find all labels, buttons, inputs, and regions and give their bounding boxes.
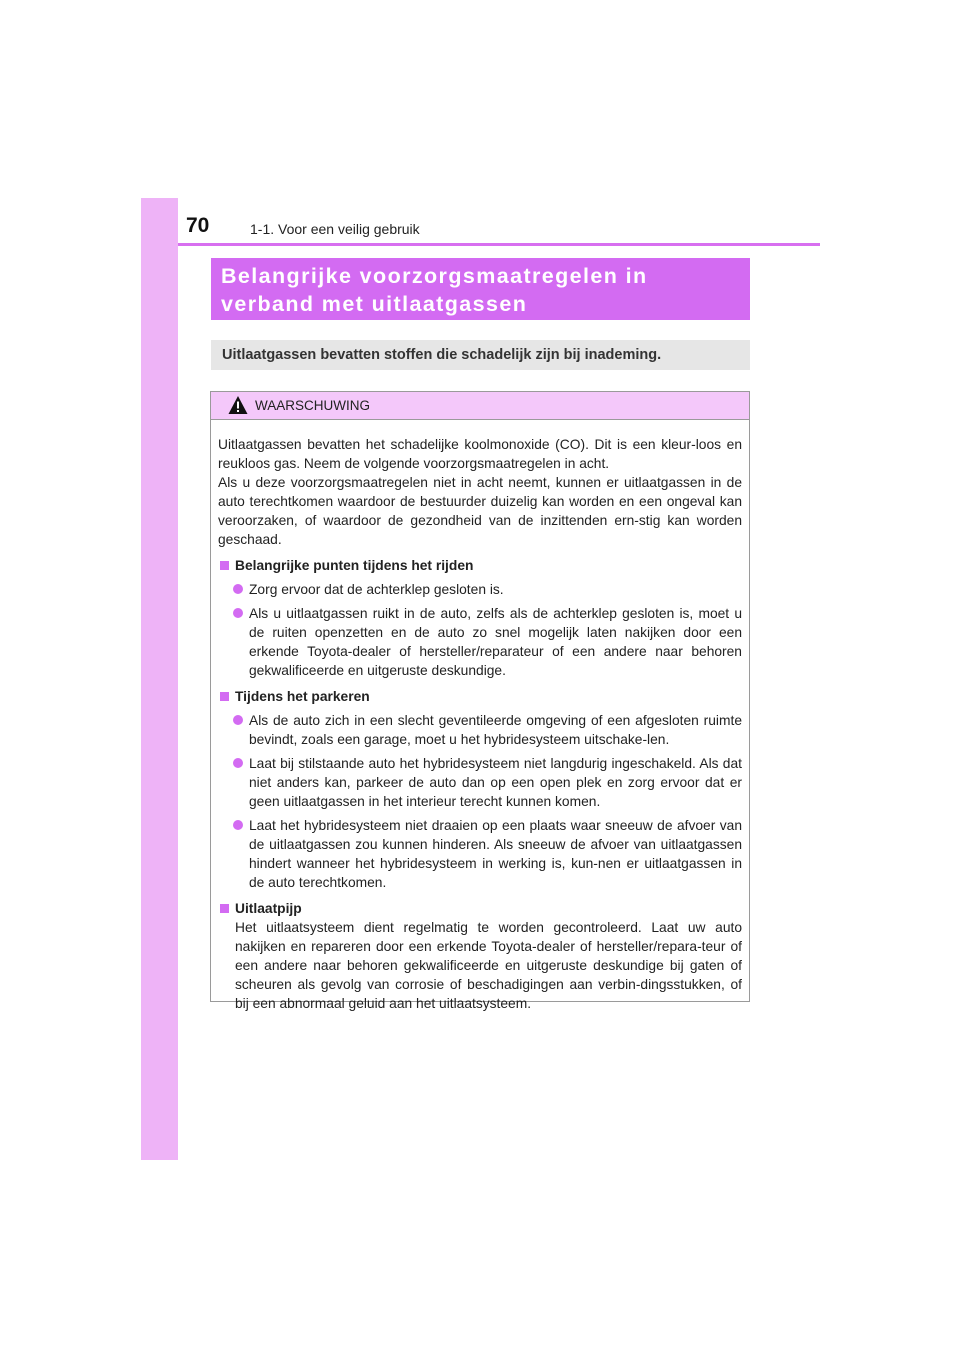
section-heading-text: Tijdens het parkeren bbox=[235, 689, 370, 704]
bullet-item bbox=[218, 754, 742, 811]
section-side-tab bbox=[141, 198, 178, 1160]
square-bullet-icon bbox=[220, 561, 229, 570]
round-bullet-icon bbox=[233, 608, 243, 618]
section-heading-text: Belangrijke punten tijdens het rijden bbox=[235, 558, 474, 573]
section-label: 1-1. Voor een veilig gebruik bbox=[250, 221, 420, 237]
bullet-item bbox=[218, 711, 742, 749]
section-paragraph: Het uitlaatsysteem dient regelmatig te worden gecontroleerd. Laat uw auto nakijken en repareren door een erkende Toyota-dealer of hersteller/repara-teur of een andere naar behoren gekwalificeerde en uitgeruste deskundige bij gaten of scheuren als gevolg van corrosie of beschadigingen aan verbin-dingsstukken, of bij een abnormaal geluid aan het uitlaatsysteem. bbox=[235, 920, 742, 1011]
warning-box bbox=[210, 391, 750, 1011]
section-heading-text: Uitlaatpijp bbox=[235, 901, 302, 916]
section-heading bbox=[218, 556, 742, 575]
round-bullet-icon bbox=[233, 584, 243, 594]
bullet-text: Zorg ervoor dat de achterklep gesloten is. bbox=[249, 582, 504, 597]
warning-triangle-icon bbox=[228, 395, 248, 415]
warning-header bbox=[211, 392, 749, 420]
warning-label: WAARSCHUWING bbox=[255, 398, 370, 413]
warning-intro-paragraph: Als u deze voorzorgsmaatregelen niet in acht neemt, kunnen er uitlaatgassen in de auto terechtkomen waardoor de bestuurder duizelig kan worden en een ongeval kan veroorzaken, of waardoor de gezondheid van de inzittenden ern-stig kan worden geschaad. bbox=[218, 475, 742, 547]
warning-body bbox=[211, 420, 749, 1013]
bullet-text: Als u uitlaatgassen ruikt in de auto, zelfs als de achterklep gesloten is, moet u de ruiten openzetten en de auto zo snel mogelijk laten nakijken door een erkende Toyota-dealer of hersteller/reparateur of een andere naar behoren gekwalificeerde en uitgeruste deskundige. bbox=[249, 606, 742, 678]
section-heading bbox=[218, 687, 742, 706]
square-bullet-icon bbox=[220, 904, 229, 913]
round-bullet-icon bbox=[233, 820, 243, 830]
bullet-item bbox=[218, 580, 742, 599]
bullet-text: Laat het hybridesysteem niet draaien op een plaats waar sneeuw de afvoer van de uitlaatgassen zou kunnen hinderen. Als sneeuw de afvoer van uitlaatgassen hindert wanneer het hybridesysteem in werking is, kun-nen er uitlaatgassen in de auto terechtkomen. bbox=[249, 818, 742, 890]
page-number: 70 bbox=[186, 214, 210, 237]
intro-summary: Uitlaatgassen bevatten stoffen die schadelijk zijn bij inademing. bbox=[211, 340, 750, 370]
bullet-text: Als de auto zich in een slecht geventileerde omgeving of een afgesloten ruimte bevindt, zoals een garage, moet u het hybridesysteem uitschake-len. bbox=[249, 713, 742, 747]
page-title: Belangrijke voorzorgsmaatregelen in verband met uitlaatgassen bbox=[211, 258, 750, 320]
header-rule bbox=[178, 243, 820, 246]
warning-intro-paragraph: Uitlaatgassen bevatten het schadelijke koolmonoxide (CO). Dit is een kleur-loos en reukloos gas. Neem de volgende voorzorgsmaatregelen in acht. bbox=[218, 437, 742, 471]
square-bullet-icon bbox=[220, 692, 229, 701]
round-bullet-icon bbox=[233, 758, 243, 768]
bullet-item bbox=[218, 604, 742, 680]
bullet-item bbox=[218, 816, 742, 892]
section-heading bbox=[218, 899, 742, 918]
round-bullet-icon bbox=[233, 715, 243, 725]
bullet-text: Laat bij stilstaande auto het hybridesysteem niet langdurig ingeschakeld. Als dat niet anders kan, parkeer de auto dan op een open plek en zorg ervoor dat er geen uitlaatgassen in het interieur terecht kunnen komen. bbox=[249, 756, 742, 809]
